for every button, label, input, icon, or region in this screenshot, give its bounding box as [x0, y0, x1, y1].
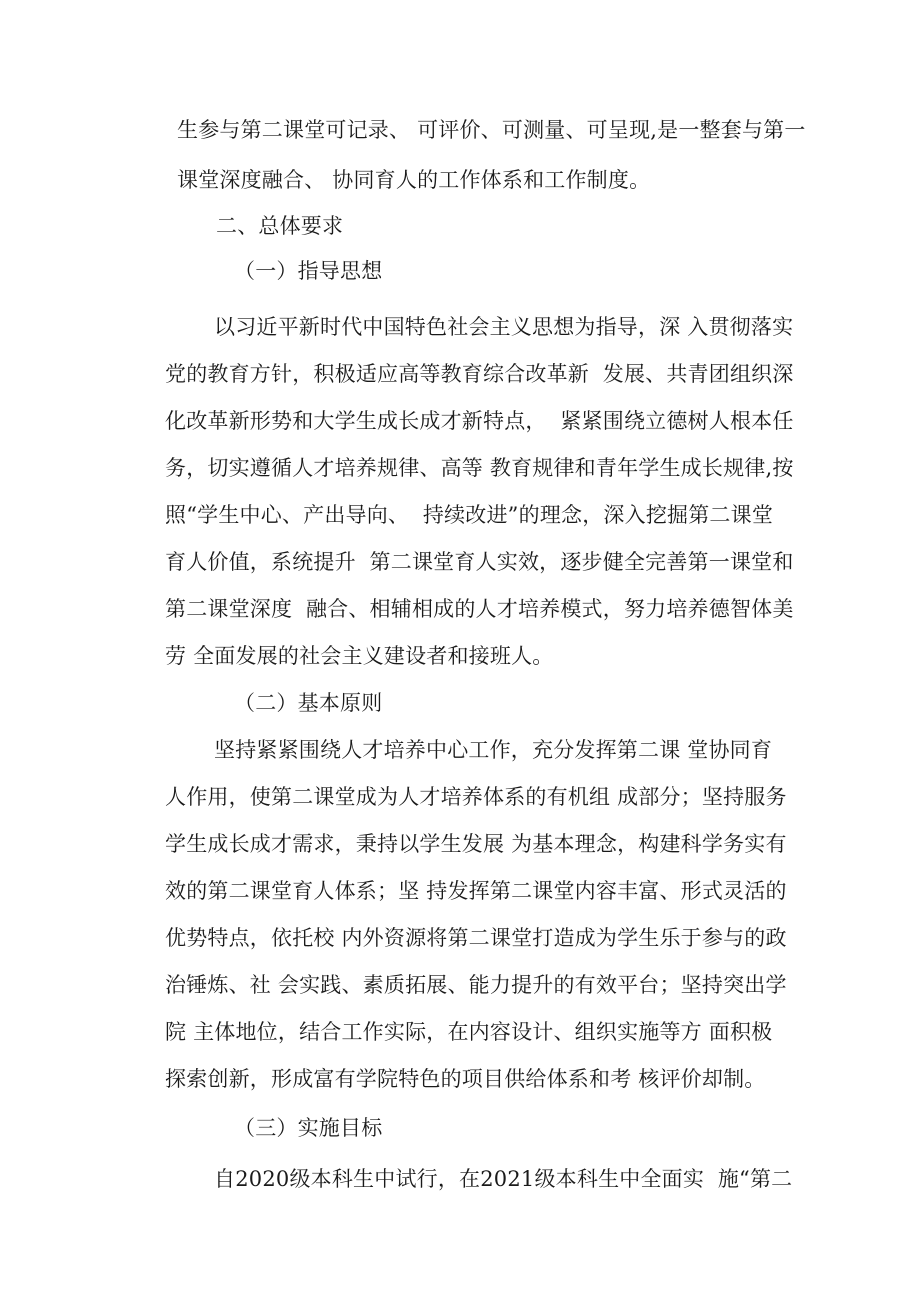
body-text-line: 课堂深度融合、 协同育人的工作体系和工作制度。 — [177, 168, 651, 192]
subsection-heading: （三）实施目标 — [234, 1116, 383, 1140]
body-text-line: 党的教育方针，积极适应高等教育综合改革新 发展、共青团组织深 — [165, 362, 794, 386]
body-text-line: 优势特点，依托校 内外资源将第二课堂打造成为学生乐于参与的政 — [165, 926, 787, 950]
body-text-line: 劳 全面发展的社会主义建设者和接班人。 — [165, 644, 554, 668]
body-text-line: 学生成长成才需求，秉持以学生发展 为基本理念，构建科学务实有 — [165, 832, 787, 856]
body-text-line: 第二课堂深度 融合、相辅相成的人才培养模式，努力培养德智体美 — [165, 597, 794, 621]
subsection-heading: （二）基本原则 — [234, 691, 383, 715]
body-text-line: 自2020级本科生中试行，在2021级本科生中全面实 施“第二 — [214, 1167, 793, 1191]
body-text-line: 生参与第二课堂可记录、 可评价、可测量、可呈现,是一整套与第一 — [177, 118, 806, 142]
body-text-line: 效的第二课堂育人体系；坚 持发挥第二课堂内容丰富、形式灵活的 — [165, 879, 787, 903]
body-text-line: 以习近平新时代中国特色社会主义思想为指导，深 入贯彻落实 — [214, 315, 794, 339]
body-text-line: 育人价值，系统提升 第二课堂育人实效，逐步健全完善第一课堂和 — [165, 550, 794, 574]
section-heading: 二、总体要求 — [216, 214, 344, 238]
body-text-line: 照“学生中心、产出导向、 持续改进”的理念，深入挖掘第二课堂 — [165, 503, 774, 527]
body-text-line: 坚持紧紧围绕人才培养中心工作，充分发挥第二课 堂协同育 — [214, 738, 773, 762]
body-text-line: 人作用，使第二课堂成为人才培养体系的有机组 成部分；坚持服务 — [165, 785, 787, 809]
body-text-line: 务，切实遵循人才培养规律、高等 教育规律和青年学生成长规律,按 — [165, 456, 794, 480]
body-text-line: 治锤炼、社 会实践、素质拓展、能力提升的有效平台；坚持突出学 — [165, 973, 787, 997]
body-text-line: 化改革新形势和大学生成长成才新特点， 紧紧围绕立德树人根本任 — [165, 409, 794, 433]
body-text-line: 探索创新，形成富有学院特色的项目供给体系和考 核评价却制。 — [165, 1067, 766, 1091]
subsection-heading: （一）指导思想 — [234, 259, 383, 283]
body-text-line: 院 主体地位，结合工作实际，在内容设计、组织实施等方 面积极 — [165, 1020, 773, 1044]
